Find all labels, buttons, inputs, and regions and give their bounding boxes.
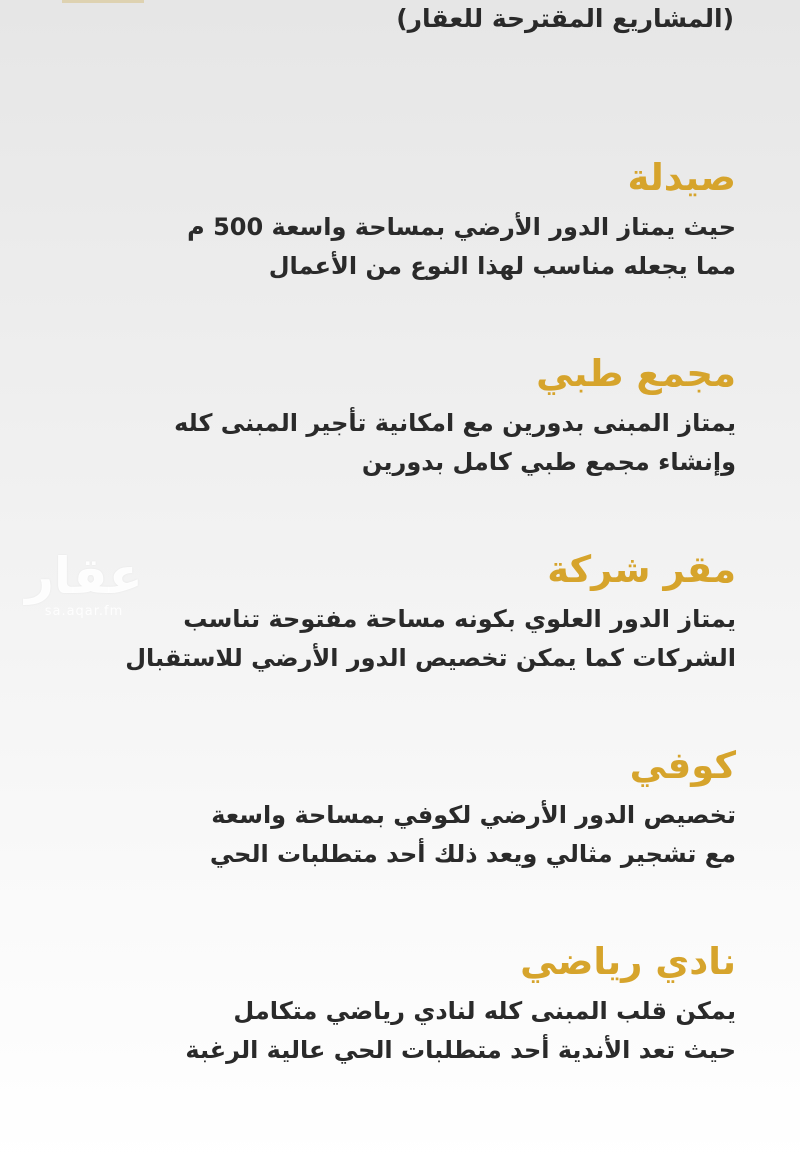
section-company-hq: [125, 544, 736, 678]
top-decoration: [62, 0, 144, 3]
description-line: مما يجعله مناسب لهذا النوع من الأعمال: [268, 252, 736, 280]
section-description: [210, 796, 736, 874]
watermark-url: sa.aqar.fm: [44, 604, 124, 619]
watermark-logo: عقار: [25, 547, 143, 605]
section-pharmacy: [187, 152, 736, 286]
description-line: وإنشاء مجمع طبي كامل بدورين: [361, 448, 736, 476]
description-line: يمتاز الدور العلوي بكونه مساحة مفتوحة تناسب: [183, 605, 736, 633]
description-line: حيث تعد الأندية أحد متطلبات الحي عالية الرغبة: [185, 1036, 736, 1064]
section-title: نادي رياضي: [520, 940, 736, 983]
description-line: الشركات كما يمكن تخصيص الدور الأرضي للاستقبال: [125, 644, 736, 672]
section-sports-club: [185, 936, 736, 1070]
section-description: [185, 992, 736, 1070]
description-line: حيث يمتاز الدور الأرضي بمساحة واسعة 500 م: [187, 213, 736, 241]
page-title: (المشاريع المقترحة للعقار): [396, 4, 734, 33]
description-line: يمتاز المبنى بدورين مع امكانية تأجير المبنى كله: [174, 409, 736, 437]
section-title: صيدلة: [627, 156, 736, 199]
section-description: [174, 404, 736, 482]
description-line: تخصيص الدور الأرضي لكوفي بمساحة واسعة: [211, 801, 736, 829]
section-description: [125, 600, 736, 678]
section-title: مجمع طبي: [536, 352, 736, 395]
section-title: كوفي: [629, 744, 736, 787]
section-coffee: [210, 740, 736, 874]
section-title: مقر شركة: [547, 548, 736, 591]
section-description: [187, 208, 736, 286]
description-line: يمكن قلب المبنى كله لنادي رياضي متكامل: [233, 997, 736, 1025]
description-line: مع تشجير مثالي ويعد ذلك أحد متطلبات الحي: [209, 840, 736, 868]
section-medical-complex: [174, 348, 736, 482]
